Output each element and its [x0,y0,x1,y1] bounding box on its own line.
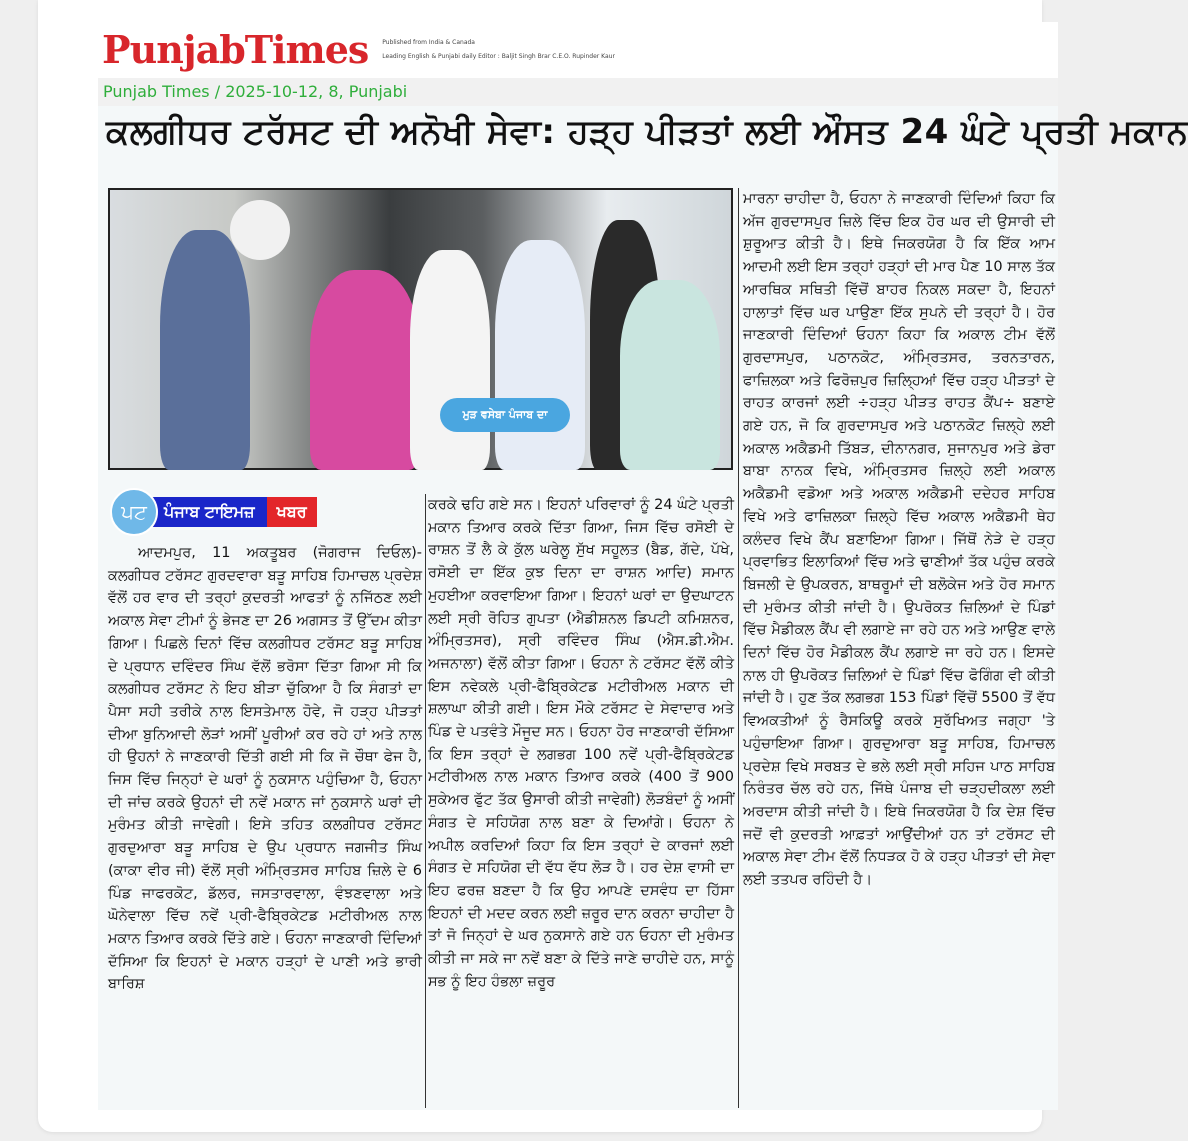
logo-tagline-top: Published from India & Canada [382,39,475,46]
turban-figure [230,200,290,260]
logo-taglines [382,39,615,61]
person-figure [160,230,250,470]
article-column-2: ਕਰਕੇ ਢਹਿ ਗਏ ਸਨ। ਇਹਨਾਂ ਪਰਿਵਾਰਾਂ ਨੂੰ 24 ਘੰਟੇ ਪ੍ਰਤੀ ਮਕਾਨ ਤਿਆਰ ਕਰਕੇ ਦਿੱਤਾ ਗਿਆ, ਜਿਸ ਵਿੱਚ ਰਸੋਈ ਦੇ ਰਾਸ਼ਨ ਤੋਂ ਲੈ ਕੇ ਕੁੱਲ ਘਰੇਲੂ ਸੁੱਖ ਸਹੂਲਤ (ਬੈਡ, ਗੱਦੇ, ਪੱਖੇ, ਰਸੋਈ ਦਾ ਇੱਕ ਕੁਝ ਦਿਨਾ ਦਾ ਰਾਸ਼ਨ ਆਦਿ) ਸਮਾਨ ਮੁਹਈਆ ਕਰਵਾਇਆ ਗਿਆ। ਇਹਨਾਂ ਘਰਾਂ ਦਾ ਉਦਘਾਟਨ ਲਈ ਸ੍ਰੀ ਰੋਹਿਤ ਗੁਪਤਾ (ਐਡੀਸ਼ਨਲ ਡਿਪਟੀ ਕਮਿਸ਼ਨਰ, ਅੰਮ੍ਰਿਤਸਰ), ਸ੍ਰੀ ਰਵਿੰਦਰ ਸਿੰਘ (ਐਸ.ਡੀ.ਐਮ. ਅਜਨਾਲਾ) ਵੱਲੋਂ ਕੀਤਾ ਗਿਆ। ਓਹਨਾ ਨੇ ਟਰੱਸਟ ਵੱਲੋਂ ਕੀਤੇ ਇਸ ਨਵੇਕਲੇ ਪ੍ਰੀ-ਫੈਬ੍ਰਿਕੇਟਡ ਮਟੀਰੀਅਲ ਮਕਾਨ ਦੀ ਸ਼ਲਾਘਾ ਕੀਤੀ ਗਈ। ਇਸ ਮੌਕੇ ਟਰੱਸਟ ਦੇ ਸੇਵਾਦਾਰ ਅਤੇ ਪਿੰਡ ਦੇ ਪਤਵੰਤੇ ਮੌਜੂਦ ਸਨ। ਓਹਨਾ ਹੋਰ ਜਾਣਕਾਰੀ ਦੱਸਿਆ ਕਿ ਇਸ ਤਰ੍ਹਾਂ ਦੇ ਲਗਭਗ 100 ਨਵੇਂ ਪ੍ਰੀ-ਫੈਬ੍ਰਿਕੇਟਡ ਮਟੀਰੀਅਲ ਨਾਲ ਮਕਾਨ ਤਿਆਰ ਕਰਕੇ (400 ਤੋਂ 900 ਸੁਕੇਅਰ ਫੁੱਟ ਤੱਕ ਉਸਾਰੀ ਕੀਤੀ ਜਾਵੇਗੀ) ਲੋੜਬੰਦਾਂ ਨੂੰ ਅਸੀਂ ਸੰਗਤ ਦੇ ਸਹਿਯੋਗ ਨਾਲ ਬਣਾ ਕੇ ਦਿਆਂਗੇ। ਓਹਨਾ ਨੇ ਅਪੀਲ ਕਰਦਿਆਂ ਕਿਹਾ ਕਿ ਇਸ ਤਰ੍ਹਾਂ ਦੇ ਕਾਰਜਾਂ ਲਈ ਸੰਗਤ ਦੇ ਸਹਿਯੋਗ ਦੀ ਵੱਧ ਵੱਧ ਲੋੜ ਹੈ। ਹਰ ਦੇਸ਼ ਵਾਸੀ ਦਾ ਇਹ ਫਰਜ਼ ਬਣਦਾ ਹੈ ਕਿ ਉਹ ਆਪਣੇ ਦਸਵੰਧ ਦਾ ਹਿੱਸਾ ਇਹਨਾਂ ਦੀ ਮਦਦ ਕਰਨ ਲਈ ਜ਼ਰੂਰ ਦਾਨ ਕਰਨਾ ਚਾਹੀਦਾ ਹੈ ਤਾਂ ਜੋ ਜਿਨ੍ਹਾਂ ਦੇ ਘਰ ਨੁਕਸਾਨੇ ਗਏ ਹਨ ਓਹਨਾ ਦੀ ਮੁਰੰਮਤ ਕੀਤੀ ਜਾ ਸਕੇ ਜਾ ਨਵੇਂ ਬਣਾ ਕੇ ਦਿੱਤੇ ਜਾਣੇ ਚਾਹੀਦੇ ਹਨ, ਸਾਨੂੰ ਸਭ ਨੂੰ ਇਹ ਹੰਭਲਾ ਜ਼ਰੂਰ [428,497,734,990]
page-card [38,0,1188,1132]
person-figure [410,250,490,470]
person-figure [620,280,720,470]
person-figure [310,270,420,470]
dateline: Punjab Times / 2025-10-12, 8, Punjabi [98,78,1058,106]
news-tag: ਖਬਰ [267,497,317,527]
article-column-3: ਮਾਰਨਾ ਚਾਹੀਦਾ ਹੈ, ਓਹਨਾ ਨੇ ਜਾਣਕਾਰੀ ਦਿੰਦਿਆਂ ਕਿਹਾ ਕਿ ਅੱਜ ਗੁਰਦਾਸਪੁਰ ਜ਼ਿਲੇ ਵਿੱਚ ਇਕ ਹੋਰ ਘਰ ਦੀ ਉਸਾਰੀ ਦੀ ਸ਼ੁਰੂਆਤ ਕੀਤੀ ਹੈ। ਇਥੇ ਜਿਕਰਯੋਗ ਹੈ ਕਿ ਇੱਕ ਆਮ ਆਦਮੀ ਲਈ ਇਸ ਤਰ੍ਹਾਂ ਹੜ੍ਹਾਂ ਦੀ ਮਾਰ ਪੈਣ 10 ਸਾਲ ਤੱਕ ਆਰਥਿਕ ਸਥਿਤੀ ਵਿੱਚੋਂ ਬਾਹਰ ਨਿਕਲ ਸਕਦਾ ਹੈ, ਇਹਨਾਂ ਹਾਲਾਤਾਂ ਵਿੱਚ ਘਰ ਪਾਉਣਾ ਇੱਕ ਸੁਪਨੇ ਦੀ ਤਰ੍ਹਾਂ ਹੈ। ਹੋਰ ਜਾਣਕਾਰੀ ਦਿੰਦਿਆਂ ਓਹਨਾ ਕਿਹਾ ਕਿ ਅਕਾਲ ਟੀਮ ਵੱਲੋਂ ਗੁਰਦਾਸਪੁਰ, ਪਠਾਨਕੋਟ, ਅੰਮ੍ਰਿਤਸਰ, ਤਰਨਤਾਰਨ, ਫਾਜ਼ਿਲਕਾ ਅਤੇ ਫਿਰੋਜ਼ਪੁਰ ਜ਼ਿਲ੍ਹਿਆਂ ਵਿੱਚ ਹੜ੍ਹ ਪੀੜਤਾਂ ਦੇ ਰਾਹਤ ਕਾਰਜਾਂ ਲਈ ÷ਹੜ੍ਹ ਪੀੜਤ ਰਾਹਤ ਕੈਂਪ÷ ਬਣਾਏ ਗਏ ਹਨ, ਜੋ ਕਿ ਗੁਰਦਾਸਪੁਰ ਅਤੇ ਪਠਾਨਕੋਟ ਜ਼ਿਲ੍ਹੇ ਲਈ ਅਕਾਲ ਅਕੈਡਮੀ ਤਿੱਬੜ, ਦੀਨਾਨਗਰ, ਸੁਜਾਨਪੁਰ ਅਤੇ ਡੇਰਾ ਬਾਬਾ ਨਾਨਕ ਵਿਖੇ, ਅੰਮ੍ਰਿਤਸਰ ਜ਼ਿਲ੍ਹੇ ਲਈ ਅਕਾਲ ਅਕੈਡਮੀ ਵਡੋਆ ਅਤੇ ਅਕਾਲ ਅਕੈਡਮੀ ਦਦੇਹਰ ਸਾਹਿਬ ਵਿਖੇ ਅਤੇ ਫਾਜ਼ਿਲਕਾ ਜ਼ਿਲ੍ਹੇ ਵਿੱਚ ਅਕਾਲ ਅਕੈਡਮੀ ਥੇਹ ਕਲੰਦਰ ਵਿਖੇ ਕੈਂਪ ਬਣਾਇਆ ਗਿਆ। ਜਿੱਥੋਂ ਨੇੜੇ ਦੇ ਹੜ੍ਹ ਪ੍ਰਵਾਭਿਤ ਇਲਾਕਿਆਂ ਵਿੱਚ ਅਤੇ ਢਾਣੀਆਂ ਤੱਕ ਪਹੁੰਚ ਕਰਕੇ ਬਿਜਲੀ ਦੇ ਉਪਕਰਨ, ਬਾਥਰੂਮਾਂ ਦੀ ਬਲੋਕੇਜ ਅਤੇ ਹੋਰ ਸਮਾਨ ਦੀ ਮੁਰੰਮਤ ਕੀਤੀ ਜਾਂਦੀ ਹੈ। ਉਪਰੋਕਤ ਜ਼ਿਲਿਆਂ ਦੇ ਪਿੰਡਾਂ ਵਿੱਚ ਮੈਡੀਕਲ ਕੈਂਪ ਵੀ ਲਗਾਏ ਜਾ ਰਹੇ ਹਨ ਅਤੇ ਆਉਣ ਵਾਲੇ ਦਿਨਾਂ ਵਿੱਚ ਹੋਰ ਮੈਡੀਕਲ ਕੈਂਪ ਲਗਾਏ ਜਾ ਰਹੇ ਹਨ। ਇਸਦੇ ਨਾਲ ਹੀ ਉਪਰੋਕਤ ਜ਼ਿਲਿਆਂ ਦੇ ਪਿੰਡਾਂ ਵਿੱਚ ਫੋਗਿੰਗ ਵੀ ਕੀਤੀ ਜਾਂਦੀ ਹੈ। ਹੁਣ ਤੱਕ ਲਗਭਗ 153 ਪਿੰਡਾਂ ਵਿੱਚੋਂ 5500 ਤੋਂ ਵੱਧ ਵਿਅਕਤੀਆਂ ਨੂੰ ਰੈਸਕਿਊ ਕਰਕੇ ਸੁਰੱਖਿਅਤ ਜਗ੍ਹਾ 'ਤੇ ਪਹੁੰਚਾਇਆ ਗਿਆ। ਗੁਰਦੁਆਰਾ ਬੜੂ ਸਾਹਿਬ, ਹਿਮਾਚਲ ਪ੍ਰਦੇਸ਼ ਵਿਖੇ ਸਰਬਤ ਦੇ ਭਲੇ ਲਈ ਸ੍ਰੀ ਸਹਿਜ ਪਾਠ ਸਾਹਿਬ ਨਿਰੰਤਰ ਚੱਲ ਰਹੇ ਹਨ, ਜਿੱਥੇ ਪੰਜਾਬ ਦੀ ਚੜ੍ਹਦੀਕਲਾ ਲਈ ਅਰਦਾਸ ਕੀਤੀ ਜਾਂਦੀ ਹੈ। ਇਥੇ ਜਿਕਰਯੋਗ ਹੈ ਕਿ ਦੇਸ਼ ਵਿੱਚ ਜਦੋਂ ਵੀ ਕੁਦਰਤੀ ਆਫ਼ਤਾਂ ਆਉਂਦੀਆਂ ਹਨ ਤਾਂ ਟਰੱਸਟ ਦੀ ਅਕਾਲ ਸੇਵਾ ਟੀਮ ਵੱਲੋਂ ਨਿਧੜਕ ਹੋ ਕੇ ਹੜ੍ਹ ਪੀੜਤਾਂ ਦੀ ਸੇਵਾ ਲਈ ਤਤਪਰ ਰਹਿੰਦੀ ਹੈ। [743,191,1055,889]
newspaper-clipping [98,22,1188,1110]
brand-bar [134,497,317,527]
article-column-1: ਆਦਮਪੁਰ, 11 ਅਕਤੂਬਰ (ਜੋਗਰਾਜ ਦਿਓਲ)- ਕਲਗੀਧਰ ਟਰੱਸਟ ਗੁਰਦਵਾਰਾ ਬੜੂ ਸਾਹਿਬ ਹਿਮਾਚਲ ਪ੍ਰਦੇਸ਼ ਵੱਲੋਂ ਹਰ ਵਾਰ ਦੀ ਤਰ੍ਹਾਂ ਕੁਦਰਤੀ ਆਫਤਾਂ ਨੂੰ ਨਜਿੱਠਣ ਲਈ ਅਕਾਲ ਸੇਵਾ ਟੀਮਾਂ ਨੂੰ ਭੇਜਣ ਦਾ 26 ਅਗਸਤ ਤੋਂ ਉੱਦਮ ਕੀਤਾ ਗਿਆ। ਪਿਛਲੇ ਦਿਨਾਂ ਵਿੱਚ ਕਲਗੀਧਰ ਟਰੱਸਟ ਬੜੂ ਸਾਹਿਬ ਦੇ ਪ੍ਰਧਾਨ ਦਵਿੰਦਰ ਸਿੰਘ ਵੱਲੋਂ ਭਰੋਸਾ ਦਿੱਤਾ ਗਿਆ ਸੀ ਕਿ ਕਲਗੀਧਰ ਟਰੱਸਟ ਨੇ ਇਹ ਬੀੜਾ ਚੁੱਕਿਆ ਹੈ ਕਿ ਸੰਗਤਾਂ ਦਾ ਪੈਸਾ ਸਹੀ ਤਰੀਕੇ ਨਾਲ ਇਸਤੇਮਾਲ ਹੋਵੇ, ਜੋ ਹੜ੍ਹ ਪੀੜਤਾਂ ਦੀਆ ਬੁਨਿਆਦੀ ਲੋੜਾਂ ਅਸੀਂ ਪੂਰੀਆਂ ਕਰ ਰਹੇ ਹਾਂ ਅਤੇ ਨਾਲ ਹੀ ਉਹਨਾਂ ਨੇ ਜਾਣਕਾਰੀ ਦਿੱਤੀ ਗਈ ਸੀ ਕਿ ਜੋ ਚੌਥਾ ਫੇਜ ਹੈ, ਜਿਸ ਵਿੱਚ ਜਿਨ੍ਹਾਂ ਦੇ ਘਰਾਂ ਨੂੰ ਨੁਕਸਾਨ ਪਹੁੰਚਿਆ ਹੈ, ਓਹਨਾ ਦੀ ਜਾਂਚ ਕਰਕੇ ਉਹਨਾਂ ਦੀ ਨਵੇਂ ਮਕਾਨ ਜਾਂ ਨੁਕਸਾਨੇ ਘਰਾਂ ਦੀ ਮੁਰੰਮਤ ਕੀਤੀ ਜਾਵੇਗੀ। ਇਸੇ ਤਹਿਤ ਕਲਗੀਧਰ ਟਰੱਸਟ ਗੁਰਦੁਆਰਾ ਬੜੂ ਸਾਹਿਬ ਦੇ ਉਪ ਪ੍ਰਧਾਨ ਜਗਜੀਤ ਸਿੰਘ (ਕਾਕਾ ਵੀਰ ਜੀ) ਵੱਲੋਂ ਸ੍ਰੀ ਅੰਮ੍ਰਿਤਸਰ ਸਾਹਿਬ ਜ਼ਿਲੇ ਦੇ 6 ਪਿੰਡ ਜਾਫਰਕੋਟ, ਡੱਲਰ, ਜਸਤਾਰਵਾਲਾ, ਵੰਝਣਵਾਲਾ ਅਤੇ ਘੋਨੇਵਾਲਾ ਵਿੱਚ ਨਵੇਂ ਪ੍ਰੀ-ਫੈਬ੍ਰਿਕੇਟਡ ਮਟੀਰੀਅਲ ਨਾਲ ਮਕਾਨ ਤਿਆਰ ਕਰਕੇ ਦਿੱਤੇ ਗਏ। ਓਹਨਾ ਜਾਣਕਾਰੀ ਦਿੰਦਿਆਂ ਦੱਸਿਆ ਕਿ ਇਹਨਾਂ ਦੇ ਮਕਾਨ ਹੜ੍ਹਾਂ ਦੇ ਪਾਣੀ ਅਤੇ ਭਾਰੀ ਬਾਰਿਸ਼ [108,545,422,993]
brand-banner [110,488,317,536]
person-figure [495,240,585,470]
brand-name: ਪੰਜਾਬ ਟਾਇਮਜ਼ [164,502,255,521]
logo-tagline-bottom: Leading English & Punjabi daily Editor : Baljit Singh Brar C.E.O. Rupinder Kaur [382,53,615,60]
brand-logo-icon: ਪਟ [110,488,158,536]
punjab-times-logo: PunjabTimes [102,27,369,72]
news-photo [108,188,733,470]
column-divider [425,494,426,1108]
headline: ਕਲਗੀਧਰ ਟਰੱਸਟ ਦੀ ਅਨੋਖੀ ਸੇਵਾ: ਹੜ੍ਹ ਪੀੜਤਾਂ ਲਈ ਔਸਤ 24 ਘੰਟੇ ਪ੍ਰਤੀ ਮਕਾਨ [106,112,1188,152]
masthead [98,22,1058,78]
column-divider [738,188,739,1108]
symbolic-key: ਮੁੜ ਵਸੇਬਾ ਪੰਜਾਬ ਦਾ [440,398,570,432]
